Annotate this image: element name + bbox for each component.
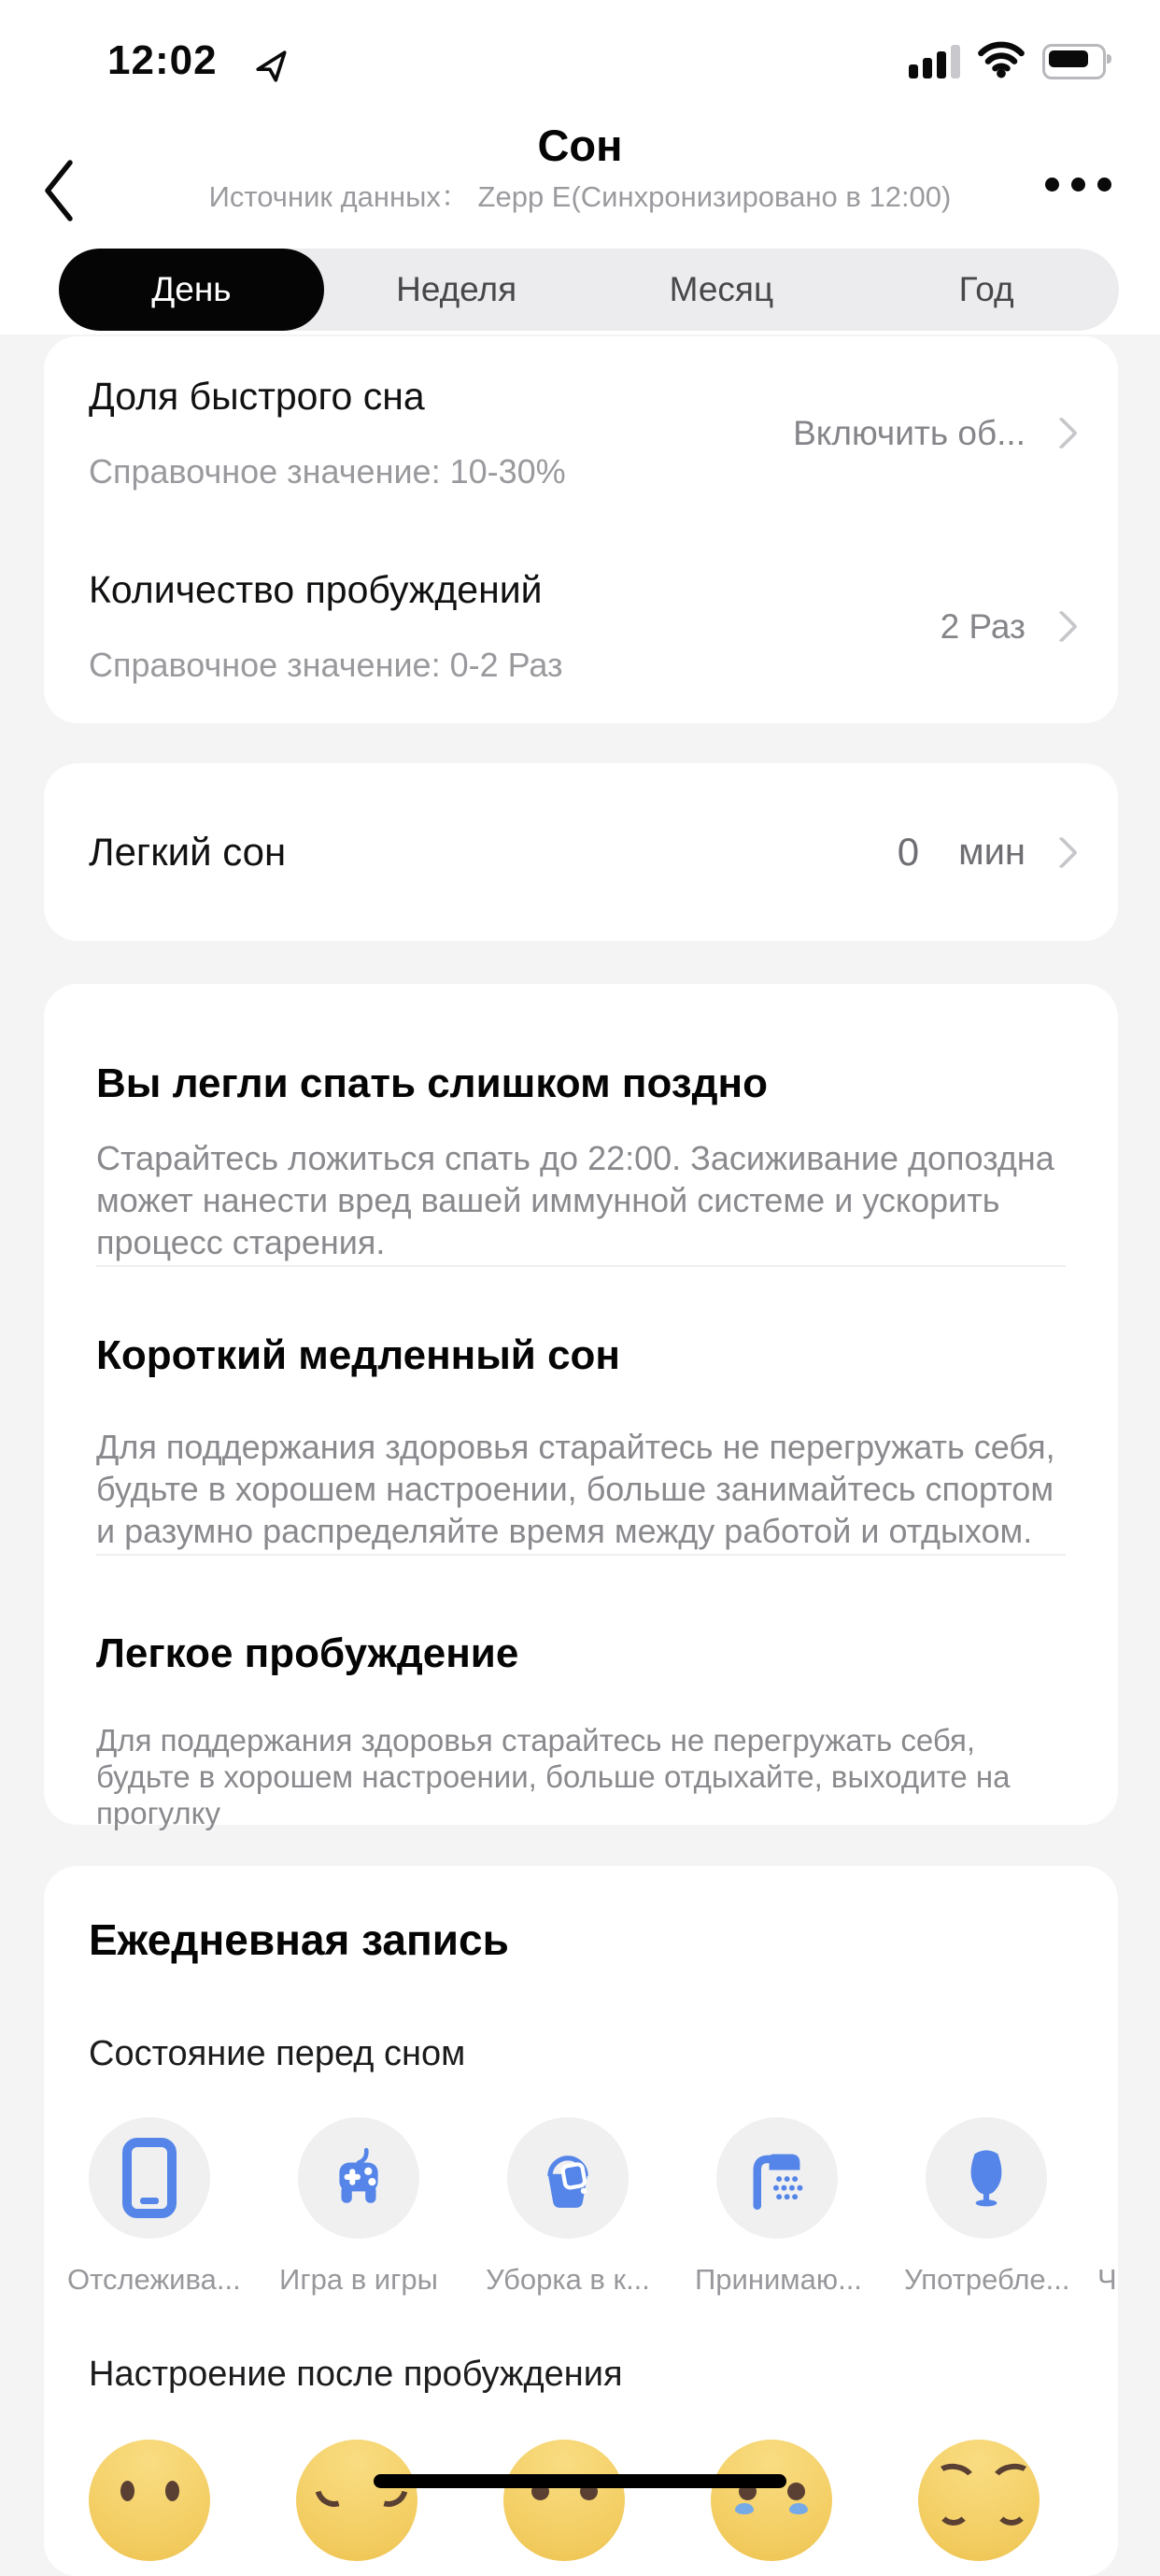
activity-label: Уборка в к... bbox=[486, 2263, 650, 2296]
status-icons bbox=[909, 43, 1106, 80]
status-time: 12:02 bbox=[107, 37, 218, 83]
light-sleep-title: Легкий сон bbox=[89, 830, 287, 874]
activity-item[interactable] bbox=[279, 2117, 438, 2297]
activity-circle bbox=[298, 2117, 419, 2239]
pensive-face-icon[interactable] bbox=[918, 2440, 1040, 2561]
metric-accessory bbox=[793, 414, 1073, 453]
awakenings-row[interactable] bbox=[89, 530, 1073, 723]
activity-label: Употребле... bbox=[904, 2263, 1070, 2296]
advice-body: Для поддержания здоровья старайтесь не перегружать себя, будьте в хорошем настроении, больше занимайтесь спортом и разумно распределяйте время между работой и отдыхом. bbox=[96, 1428, 1055, 1550]
activity-label: Отслежива... bbox=[67, 2263, 241, 2296]
calm-face-icon[interactable] bbox=[89, 2440, 210, 2561]
period-tabbar bbox=[59, 249, 1119, 331]
daily-record-card bbox=[44, 1866, 1118, 2576]
battery-icon bbox=[1042, 44, 1106, 79]
smartphone-icon bbox=[122, 2138, 177, 2218]
location-arrow-icon bbox=[254, 49, 290, 89]
activity-label: Принимаю... bbox=[695, 2263, 862, 2296]
rem-sleep-row[interactable] bbox=[89, 336, 1073, 530]
chevron-right-icon bbox=[1045, 610, 1078, 643]
wake-up-moods bbox=[89, 2440, 1073, 2561]
rem-sleep-info bbox=[89, 375, 566, 491]
bucket-icon bbox=[536, 2146, 600, 2210]
metric-accessory bbox=[941, 607, 1073, 647]
metric-title: Доля быстрого сна bbox=[89, 375, 425, 418]
metric-value: Включить об... bbox=[793, 413, 1026, 452]
advice-body: Для поддержания здоровья старайтесь не перегружать себя, будьте в хорошем настроении, больше отдыхайте, выходите на прогулку bbox=[96, 1723, 1011, 1830]
activity-circle bbox=[507, 2117, 629, 2239]
data-source-subtitle: Источник данных： Zepp E(Синхронизировано в 12:00) bbox=[208, 180, 952, 213]
displeased-face-icon[interactable] bbox=[296, 2440, 417, 2561]
crying-face-icon[interactable] bbox=[711, 2440, 832, 2561]
divider bbox=[96, 1265, 1066, 1267]
light-sleep-value: 0 bbox=[897, 830, 920, 874]
activity-circle bbox=[926, 2117, 1047, 2239]
tab-week[interactable]: Неделя bbox=[396, 270, 517, 308]
activity-label: Игра в игры bbox=[279, 2263, 438, 2296]
activity-circle bbox=[89, 2117, 210, 2239]
activity-item[interactable] bbox=[695, 2117, 862, 2297]
wifi-icon bbox=[977, 41, 1026, 83]
advice-heading: Короткий медленный сон bbox=[96, 1332, 620, 1378]
light-sleep-card[interactable] bbox=[44, 763, 1118, 941]
signal-strength-icon bbox=[909, 45, 960, 78]
activity-item[interactable] bbox=[486, 2117, 650, 2297]
chevron-right-icon bbox=[1045, 417, 1078, 449]
awakenings-info bbox=[89, 568, 563, 685]
gamepad-icon bbox=[326, 2145, 391, 2211]
activity-item[interactable] bbox=[67, 2117, 241, 2297]
light-sleep-accessory bbox=[898, 830, 1073, 875]
home-indicator[interactable] bbox=[374, 2474, 786, 2488]
daily-record-title: Ежедневная запись bbox=[89, 1915, 509, 1964]
wine-glass-icon bbox=[955, 2147, 1017, 2209]
shower-icon bbox=[745, 2146, 809, 2210]
metric-title: Количество пробуждений bbox=[89, 568, 543, 611]
tab-year[interactable]: Год bbox=[958, 270, 1014, 308]
metric-value: 2 Раз bbox=[940, 606, 1026, 646]
tab-month[interactable]: Месяц bbox=[669, 270, 774, 308]
metric-reference: Справочное значение: 10-30% bbox=[89, 452, 566, 491]
activity-circle bbox=[716, 2117, 838, 2239]
advice-heading: Вы легли спать слишком поздно bbox=[96, 1060, 768, 1106]
sleep-metrics-card bbox=[44, 336, 1118, 723]
light-sleep-unit: мин bbox=[958, 831, 1026, 873]
advice-heading: Легкое пробуждение bbox=[96, 1630, 519, 1676]
before-sleep-activities bbox=[67, 2117, 1117, 2297]
metric-reference: Справочное значение: 0-2 Раз bbox=[89, 646, 563, 684]
activity-item[interactable] bbox=[904, 2117, 1070, 2297]
neutral-face-icon[interactable] bbox=[503, 2440, 625, 2561]
sleep-advice-card bbox=[44, 984, 1118, 1830]
tab-day[interactable]: День bbox=[59, 249, 324, 331]
more-menu-button[interactable] bbox=[1045, 168, 1111, 201]
page-title: Сон bbox=[537, 121, 623, 170]
before-sleep-label: Состояние перед сном bbox=[89, 2034, 466, 2073]
mood-label: Настроение после пробуждения bbox=[89, 2355, 623, 2394]
chevron-right-icon bbox=[1045, 835, 1078, 868]
activity-label: Ч bbox=[1097, 2263, 1117, 2296]
divider bbox=[96, 1554, 1066, 1556]
advice-body: Старайтесь ложиться спать до 22:00. Засиживание допоздна может нанести вред вашей иммунной системе и ускорить процесс старения. bbox=[96, 1139, 1054, 1261]
